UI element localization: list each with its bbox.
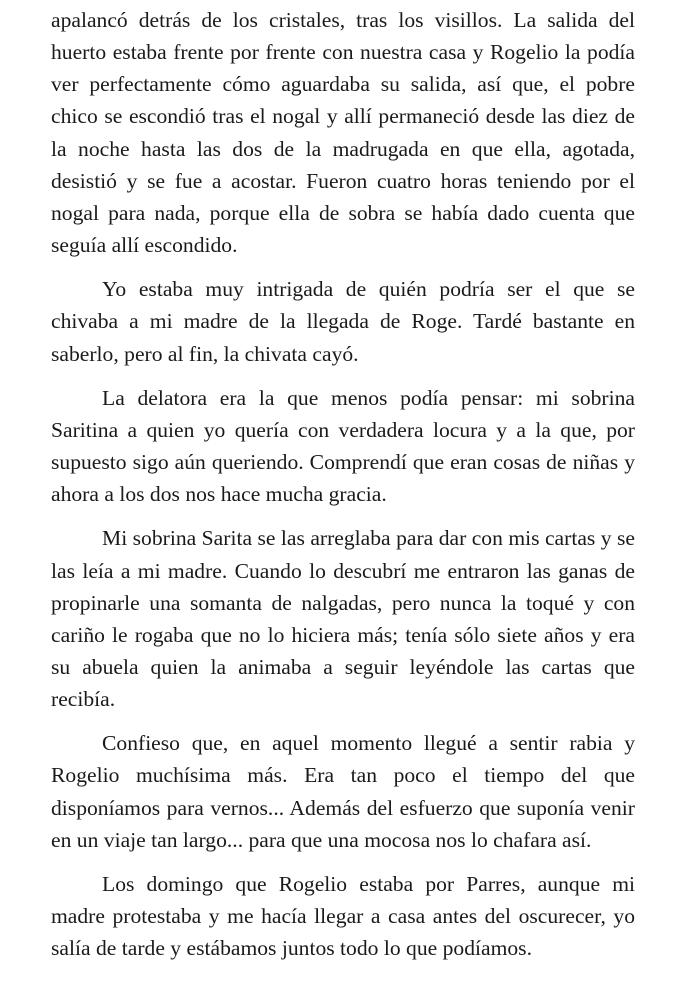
page-text — [51, 4, 635, 976]
paragraph: La delatora era la que menos podía pensar: mi sobrina Saritina a quien yo quería con verdadera locura y a la que, por supuesto sigo aún queriendo. Comprendí que eran cosas de niñas y ahora a los dos nos hace mucha gracia. — [51, 385, 635, 507]
paragraph: Confieso que, en aquel momento llegué a sentir rabia y Rogelio muchísima más. Era tan poco el tiempo del que disponíamos para vernos... Además del esfuerzo que suponía venir en un viaje tan largo... para que una mocosa nos lo chafara así. — [51, 731, 635, 852]
paragraph: Los domingo que Rogelio estaba por Parres, aunque mi madre protestaba y me hacía llegar a casa antes del oscurecer, yo salía de tarde y estábamos juntos todo lo que podíamos. — [51, 871, 635, 961]
paragraph-continued: apalancó detrás de los cristales, tras los visillos. La salida del huerto estaba frente por frente con nuestra casa y Rogelio la podía ver perfectamente cómo aguardaba su salida, así que, el pobre chico se escondió tras el nogal y allí permaneció desde las diez de la noche hasta las dos de la madrugada en que ella, agotada, desistió y se fue a acostar. Fueron cuatro horas teniendo por el nogal para nada, porque ella de sobra se había dado cuenta que seguía allí escondido. — [51, 8, 635, 258]
paragraph: Yo estaba muy intrigada de quién podría ser el que se chivaba a mi madre de la llegada de Roge. Tardé bastante en saberlo, pero al fin, la chivata cayó. — [51, 277, 635, 366]
paragraph: Mi sobrina Sarita se las arreglaba para dar con mis cartas y se las leía a mi madre. Cuando lo descubrí me entraron las ganas de propinarle una somanta de nalgadas, pero nunca la toqué y con cariño le rogaba que no lo hiciera más; tenía sólo siete años y era su abuela quien la animaba a seguir leyéndole las cartas que recibía. — [51, 526, 635, 712]
